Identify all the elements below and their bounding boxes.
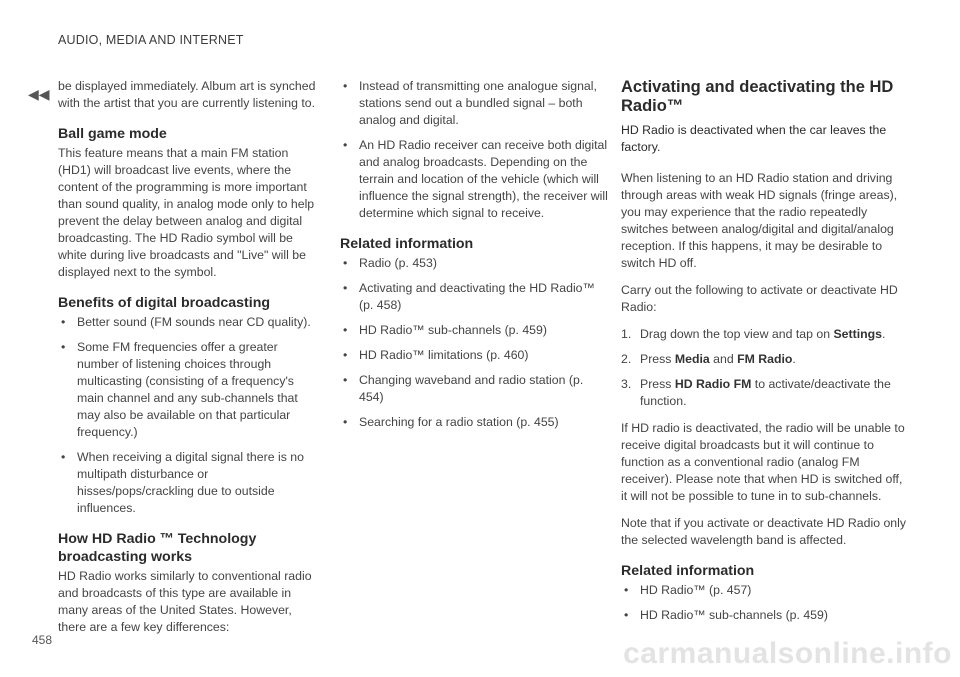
step-item: 2. Press Media and FM Radio. bbox=[621, 352, 796, 366]
related-info-heading: Related information bbox=[340, 236, 474, 252]
list-item: • When receiving a digital signal there is no multipath disturbance or hisses/pops/crackling due to outside influences. bbox=[58, 449, 320, 517]
steps-list bbox=[621, 326, 909, 410]
related-links-list bbox=[621, 582, 909, 624]
related-link[interactable]: • Activating and deactivating the HD Radio™ (p. 458) bbox=[340, 280, 610, 314]
how-it-works-text: HD Radio works similarly to conventional radio and broadcasts of this type are available in many areas of the United States. However, there are a few key differences: bbox=[58, 569, 312, 634]
column-2 bbox=[340, 78, 610, 439]
fm-radio-label: FM Radio bbox=[737, 352, 793, 366]
column-1 bbox=[58, 78, 320, 646]
ball-game-heading: Ball game mode bbox=[58, 126, 167, 142]
instructions-intro: Carry out the following to activate or deactivate HD Radio: bbox=[621, 283, 898, 314]
hd-radio-fm-label: HD Radio FM bbox=[674, 377, 752, 391]
settings-label: Settings bbox=[833, 327, 882, 341]
page-number: 458 bbox=[32, 633, 53, 647]
step-item: 1. Drag down the top view and tap on Settings. bbox=[621, 327, 886, 341]
fringe-area-text: When listening to an HD Radio station and driving through areas with weak HD signals (fringe areas), you may experience that the radio repeatedly switches between analog/digital and digital/analog reception. If this happens, it may be desirable to switch HD off. bbox=[621, 171, 898, 270]
related-links-list bbox=[340, 255, 610, 431]
related-link[interactable]: • Searching for a radio station (p. 455) bbox=[340, 414, 610, 431]
page-header: AUDIO, MEDIA AND INTERNET bbox=[58, 33, 244, 47]
lead-text: HD Radio is deactivated when the car leaves the factory. bbox=[621, 123, 887, 154]
related-link[interactable]: • Changing waveband and radio station (p. 454) bbox=[340, 372, 610, 406]
intro-text: be displayed immediately. Album art is synched with the artist that you are currently listening to. bbox=[58, 79, 316, 110]
benefits-heading: Benefits of digital broadcasting bbox=[58, 295, 271, 311]
related-link[interactable]: • Radio (p. 453) bbox=[340, 255, 610, 272]
benefits-list bbox=[58, 314, 320, 517]
band-note-text: Note that if you activate or deactivate HD Radio only the selected wavelength band is affected. bbox=[621, 516, 907, 547]
section-title: Activating and deactivating the HD Radio™ bbox=[621, 78, 894, 115]
related-link[interactable]: • HD Radio™ limitations (p. 460) bbox=[340, 347, 610, 364]
related-info-heading: Related information bbox=[621, 563, 755, 579]
related-link[interactable]: • HD Radio™ sub-channels (p. 459) bbox=[340, 322, 610, 339]
column-3 bbox=[621, 78, 909, 632]
back-arrows-icon[interactable]: ◀◀ bbox=[28, 86, 50, 102]
list-item: • Better sound (FM sounds near CD quality). bbox=[58, 314, 320, 331]
step-item: 3. Press HD Radio FM to activate/deactivate the function. bbox=[621, 377, 891, 408]
media-label: Media bbox=[674, 352, 710, 366]
differences-list bbox=[340, 78, 610, 222]
list-item: • An HD Radio receiver can receive both digital and analog broadcasts. Depending on the terrain and location of the vehicle (which will influence the signal strength), the receiver will determine which signal to receive. bbox=[340, 137, 610, 222]
watermark: carmanualsonline.info bbox=[623, 637, 952, 670]
how-it-works-heading: How HD Radio ™ Technology broadcasting works bbox=[58, 531, 257, 565]
related-link[interactable]: • HD Radio™ sub-channels (p. 459) bbox=[621, 607, 909, 624]
list-item: • Some FM frequencies offer a greater number of listening choices through multicasting (consisting of a frequency's main channel and any sub-channels that may also be available on that particular frequency.) bbox=[58, 339, 320, 441]
deactivated-text: If HD radio is deactivated, the radio will be unable to receive digital broadcasts but it will continue to function as a conventional radio (analog FM receiver). Please note that when HD is switched off, it will not be possible to tune in to sub-channels. bbox=[621, 421, 905, 503]
related-link[interactable]: • HD Radio™ (p. 457) bbox=[621, 582, 909, 599]
ball-game-text: This feature means that a main FM station (HD1) will broadcast live events, where the content of the programming is more important than sound quality, in analog mode only to help prevent the delay between analog and digital broadcasting. The HD Radio symbol will be white during live broadcasts and "Live" will be displayed next to the symbol. bbox=[58, 146, 315, 279]
list-item: • Instead of transmitting one analogue signal, stations send out a bundled signal – both analog and digital. bbox=[340, 78, 610, 129]
